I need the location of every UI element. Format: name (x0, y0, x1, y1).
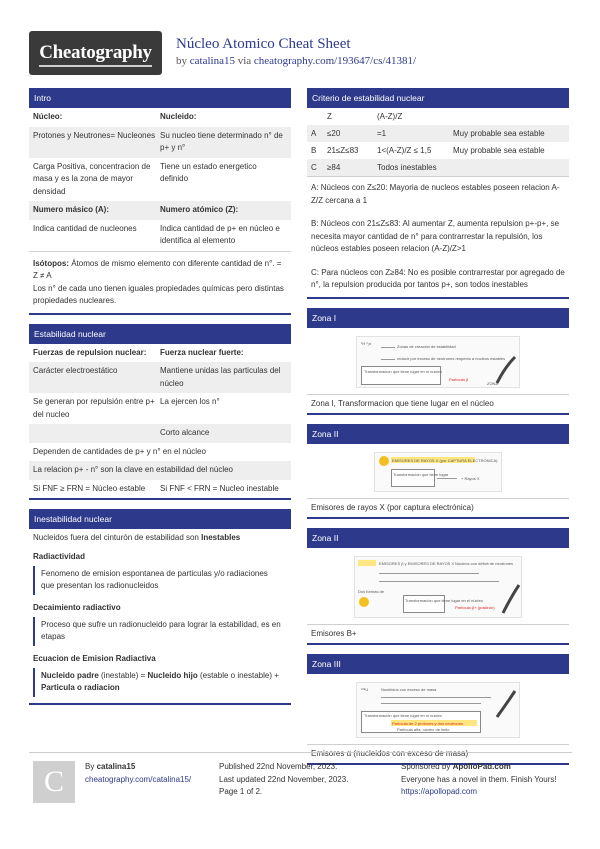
estabilidad-line1: Dependen de cantidades de p+ y n° en el núcleo (33, 446, 206, 456)
table-row (307, 159, 569, 176)
cell: Todos inestables (377, 163, 437, 172)
cell: Si FNF ≥ FRN = Núcleo estable (33, 483, 146, 493)
isotopos-block (29, 251, 291, 313)
cell: Muy probable sea estable (453, 129, 545, 138)
fig-curve-graphic (501, 583, 521, 615)
table-row (307, 142, 569, 159)
criterio-heading: Criterio de estabilidad nuclear (307, 88, 569, 108)
cell: Numero másico (A): (33, 205, 110, 214)
table-row (29, 108, 291, 127)
author-link[interactable]: catalina15 (189, 55, 235, 67)
criterio-note-b: B: Núcleos con 21≤Z≤83: Al aumentar Z, aumenta repulsion p+-p+, se necesita mayor cantidad de n° para contrarrestar la repulsión, los núcleos estables poseen relacion (A-Z)/Z>1 (311, 219, 560, 253)
footer-published: Published 22nd November, 2023. (219, 762, 338, 771)
fig-label: Transformación que tiene lugar (393, 471, 449, 477)
table-row (29, 158, 291, 202)
zona2b-heading: Zona II (307, 528, 569, 548)
cheatography-logo[interactable] (29, 31, 162, 75)
cell: Nucleido: (160, 112, 197, 121)
table-row (29, 480, 291, 499)
fig-line (379, 581, 499, 582)
footer-logo: C (33, 761, 75, 803)
isotopos-text2: Los n° de cada uno tienen iguales propiedades químicas pero distintas propiedades nucleares. (33, 283, 284, 305)
fig-curve-graphic (495, 355, 517, 385)
fig-label: Transformación que tiene lugar en el núcleo (405, 597, 483, 603)
table-row (29, 201, 291, 220)
zona2a-section (307, 424, 569, 519)
table-row (29, 424, 291, 443)
table-row (29, 127, 291, 158)
zona3-figure-wrap (307, 674, 569, 744)
zona3-caption: Emisores α (nucleidos con exceso de masa) (307, 744, 569, 763)
inestabilidad-heading: Inestabilidad nuclear (29, 509, 291, 529)
cell: B (311, 146, 317, 155)
table-row (29, 362, 291, 393)
fig-label: + Rayos X (461, 475, 480, 481)
estabilidad-section (29, 324, 291, 501)
fig-label: Dos formas de (358, 588, 385, 594)
footer-updated: Last updated 22nd November, 2023. (219, 774, 349, 784)
fig-label: Nucleidos con exceso de masa (381, 686, 437, 692)
sheet-url-link[interactable]: cheatography.com/193647/cs/41381/ (253, 55, 417, 67)
sponsor-url[interactable]: https://apollopad.com (401, 787, 478, 796)
cell: 21≤Z≤83 (327, 146, 359, 155)
inestabilidad-intro (29, 529, 291, 548)
cell: Protones y Neutrones= Nucleones (33, 130, 156, 140)
zona3-heading: Zona III (307, 654, 569, 674)
ec-part1: (inestable) = (98, 670, 148, 680)
cell: Indica cantidad de nucleones (33, 223, 137, 233)
page-title: Núcleo Atomico Cheat Sheet (176, 36, 351, 52)
cell: Si FNF < FRN = Nucleo inestable (160, 483, 279, 493)
sponsored-by-text: Sponsored by (401, 762, 451, 771)
cell: La ejercen los n° (160, 397, 220, 406)
fig-label: EMISORES DE RAYOS X (por CAPTURA ELECTRÓNICA) (392, 457, 498, 463)
cell: Fuerzas de repulsion nuclear: (33, 347, 147, 357)
zona2b-section (307, 528, 569, 645)
cell: Muy probable sea estable (453, 146, 545, 155)
footer-author-col (85, 761, 191, 786)
zona1-caption: Zona I, Transformacion que tiene lugar en el núcleo (307, 394, 569, 413)
table-row (307, 125, 569, 142)
fig-label: Zonas de creación de estabilidad (397, 343, 456, 349)
criterio-note-a: A: Núcleos con Z≤20: Mayoria de nucleos estables poseen relacion A-Z/Z cercana a 1 (307, 176, 569, 210)
zona2a-heading: Zona II (307, 424, 569, 444)
fig-arrow (381, 359, 395, 360)
inestabilidad-section (29, 509, 291, 705)
cell: (A-Z)/Z (377, 112, 403, 121)
intro-section (29, 88, 291, 315)
sponsor-text: Everyone has a novel in them. Finish Yours! (401, 774, 557, 784)
zona2a-figure-wrap (307, 444, 569, 498)
cell: Numero atómico (Z): (160, 205, 239, 214)
cell: Tiene un estado energetico definido (160, 161, 257, 183)
cell: C (311, 163, 317, 172)
intro-heading: Intro (29, 88, 291, 108)
table-header-row (307, 108, 569, 125)
fig-arrow (381, 347, 395, 348)
fig-label: Partícula β+ (positrón) (455, 604, 495, 610)
fig-label: EMISORES β y EMISORES DE RAYOS X (379, 560, 455, 566)
fig-number-badge (359, 597, 369, 607)
cell: Carácter electroestático (33, 366, 118, 375)
zona3-figure (356, 682, 520, 738)
fig-number-badge (379, 456, 389, 466)
inestabilidad-intro-text: Nucleidos fuera del cinturón de estabilidad son (33, 533, 202, 542)
footer-dates-col (219, 761, 348, 799)
fig-arrow (437, 478, 457, 479)
fig-symbol: ²³⁸U (361, 686, 369, 692)
isotopos-text: Átomos de mismo elemento con diferente cantidad de n°. = Z ≠ A (33, 258, 282, 280)
fig-label: Partícula de 2 protones y dos neutrones (392, 720, 463, 726)
cell: =1 (377, 129, 387, 138)
decaimiento-text: Proceso que sufre un radionucleido para lograr la estabilidad, es en etapas (33, 617, 287, 646)
footer-sponsor-col (401, 761, 571, 799)
criterio-section (307, 88, 569, 299)
inestables-word: Inestables (201, 533, 241, 542)
ec-hijo: Nucleido hijo (147, 670, 198, 680)
ec-padre: Nucleido padre (41, 670, 99, 680)
criterio-note-c: C: Para núcleos con Z≥84: No es posible contrarrestar por agregado de n°, la repulsion producida por tantos p+, son todos inestables (311, 267, 565, 289)
fig-highlight (358, 560, 376, 566)
zona2a-figure (374, 452, 502, 492)
cell: A (311, 129, 317, 138)
cell (453, 111, 565, 122)
footer-author-url[interactable]: cheatography.com/catalina15/ (85, 774, 192, 784)
zona3-section (307, 654, 569, 765)
decaimiento-heading: Decaimiento radiactivo (33, 602, 121, 612)
zona1-figure (356, 336, 520, 388)
zona2a-caption: Emisores de rayos X (por captura electrónica) (307, 498, 569, 517)
zona2b-figure (354, 556, 522, 618)
fig-curve-graphic (495, 689, 517, 719)
zona1-heading: Zona I (307, 308, 569, 328)
ecuacion-heading: Ecuacion de Emision Radiactiva (33, 653, 156, 663)
fig-label: Núcleos con déficit de neutrones (455, 560, 514, 566)
footer (29, 752, 572, 816)
cell: Z (327, 112, 332, 121)
footer-by: By (85, 762, 95, 771)
fig-label: Transformación que tiene lugar en el núcleo (364, 712, 442, 718)
cell: Su nucleo tiene determinado n° de p+ y n° (160, 130, 283, 152)
cell: ≥84 (327, 163, 341, 172)
fig-label: ZONA (487, 380, 499, 386)
cell: Mantiene unidas las particulas del núcleo (160, 366, 281, 388)
fig-line (379, 573, 479, 574)
cell: Fuerza nuclear fuerte: (160, 347, 244, 357)
sponsor-link[interactable]: ApolloPad.com (452, 762, 511, 771)
footer-sponsored (401, 761, 571, 774)
fig-line (381, 703, 481, 704)
footer-author-link[interactable]: catalina15 (96, 762, 136, 771)
ec-particula: Particula o radiacion (41, 683, 120, 692)
right-column (307, 88, 569, 774)
estabilidad-heading: Estabilidad nuclear (29, 324, 291, 344)
table-row (29, 220, 291, 251)
left-column (29, 88, 291, 714)
logo-text: Cheatography (39, 42, 152, 63)
logo-underline (39, 65, 152, 67)
cell: Indica cantidad de p+ en núcleo e identifica al elemento (160, 223, 280, 245)
cell: ≤20 (327, 129, 341, 138)
footer-page: Page 1 of 2. (219, 787, 263, 796)
zona1-section (307, 308, 569, 415)
fig-label: Transformacion que tiene lugar en el núcleo (364, 368, 442, 374)
zona2b-caption: Emisores B+ (307, 624, 569, 643)
radiactividad-text: Fenomeno de emision espontanea de particulas y/o radiaciones que presentan los radionucleidos (33, 566, 287, 595)
byline-by: by (176, 55, 187, 67)
cell: Se generan por repulsión entre p+ del nucleo (33, 397, 155, 419)
fig-line (381, 697, 491, 698)
fig-label: Partícula alfa: núcleo de helio (397, 726, 450, 732)
estabilidad-line2: La relacion p+ - n° son la clave en estabilidad del núcleo (29, 461, 291, 480)
table-row (29, 393, 291, 424)
fig-label: reducir por exceso de neutrones respecto a núcleos estables (397, 355, 506, 361)
ec-part2: (estable o inestable) + (197, 670, 279, 680)
isotopos-label: Isótopos: (33, 258, 69, 268)
fig-label: Partícula β (449, 376, 469, 382)
radiactividad-heading: Radiactividad (33, 551, 86, 561)
cell: 1<(A-Z)/Z ≤ 1,5 (377, 146, 432, 155)
cell (311, 111, 327, 122)
criterio-table (307, 108, 569, 176)
ecuacion-text (33, 668, 287, 697)
table-row (29, 344, 291, 363)
cell (453, 162, 565, 173)
cell: Núcleo: (33, 112, 63, 121)
zona2b-figure-wrap (307, 548, 569, 624)
zona1-figure-wrap (307, 328, 569, 394)
cell (33, 427, 160, 440)
cell: Corto alcance (160, 428, 210, 437)
byline (176, 55, 416, 67)
byline-via: via (237, 55, 252, 67)
cell: Carga Positiva, concentracion de masa y es la zona de mayor densidad (33, 161, 151, 196)
fig-symbol: ¹H ¹₁n (361, 340, 372, 346)
